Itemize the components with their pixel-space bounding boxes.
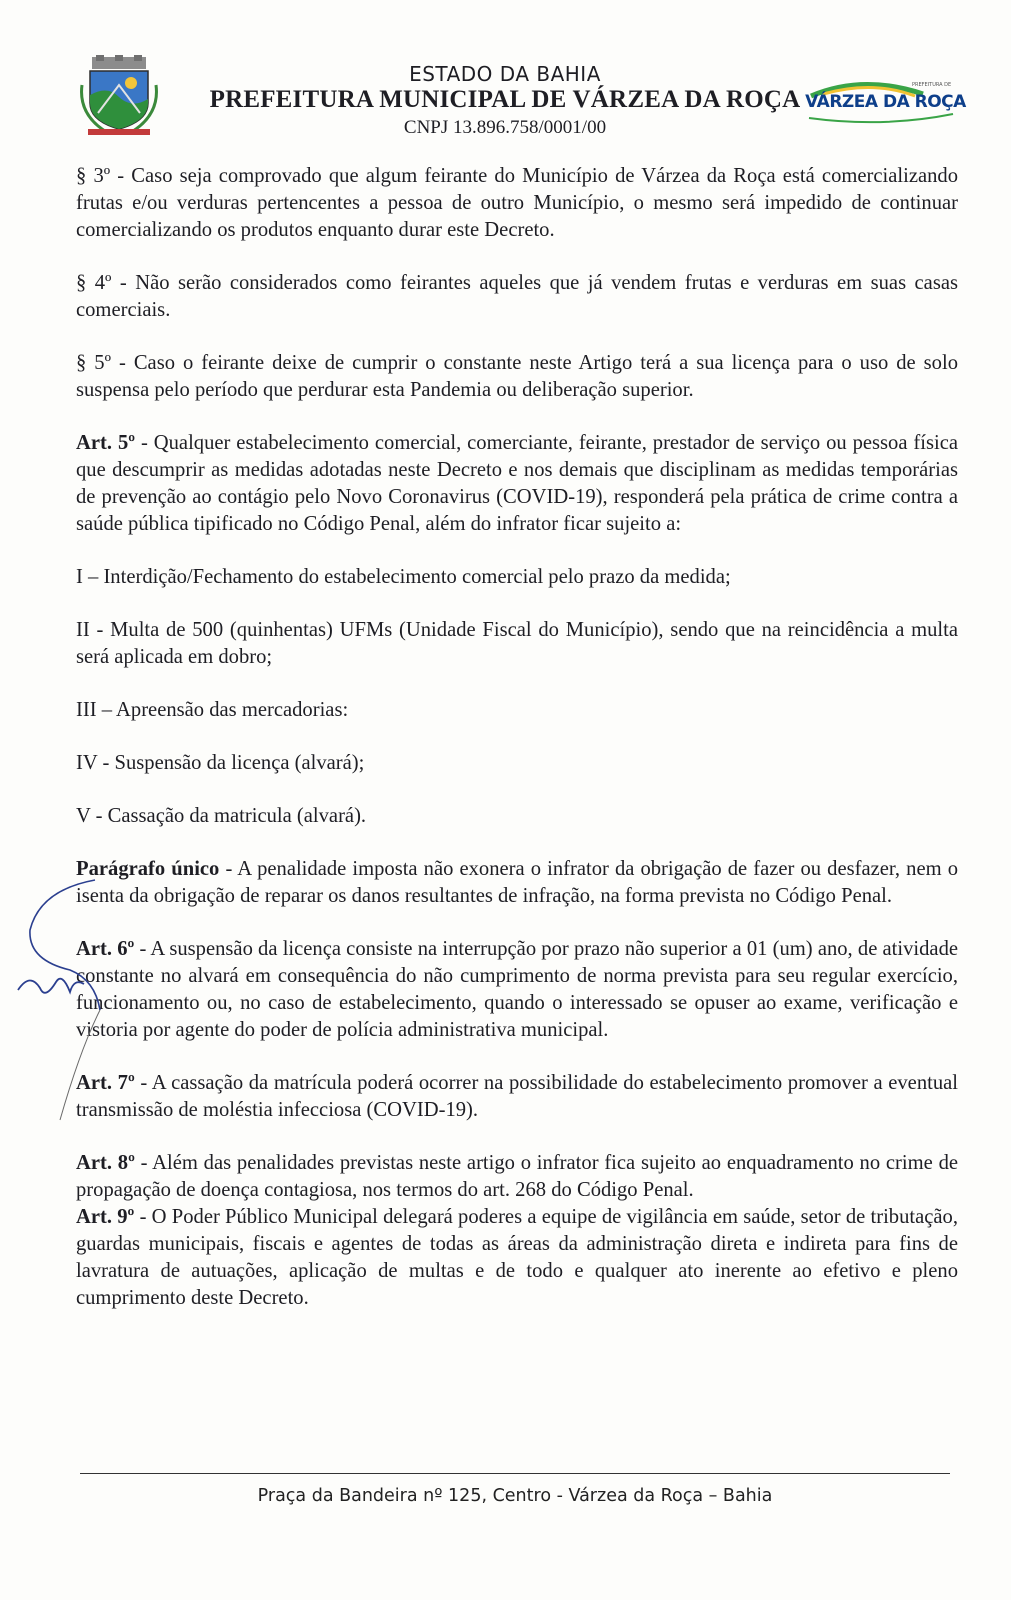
article-label: Art. 9º [76,1206,135,1228]
paragraph-label: § 4º - [76,272,127,294]
organization-name: PREFEITURA MUNICIPAL DE VÁRZEA DA ROÇA [209,86,801,113]
footer-address: Praça da Bandeira nº 125, Centro - Várzea da Roça – Bahia [257,1486,773,1506]
municipal-coat-of-arms-icon [78,55,160,137]
paragraph-3 [76,163,958,244]
item-4: IV - Suspensão da licença (alvará); [76,752,365,774]
sole-paragraph [76,856,958,910]
brand-varzea: VÁRZEA [805,92,878,112]
article-text: - A cassação da matrícula poderá ocorrer na possibilidade do estabelecimento promover a eventual transmissão de moléstia infecciosa (COVID-19). [76,1072,959,1121]
paragraph-label: § 3º - [76,165,125,187]
decree-body [76,163,958,1312]
cnpj-number: CNPJ 13.896.758/0001/00 [403,117,607,138]
paragraph-label: § 5º - [76,352,126,374]
article-text: - A penalidade imposta não exonera o infrator da obrigação de fazer ou desfazer, nem o isenta da obrigação de reparar os danos resultantes de infração, na forma prevista no Código Penal. [76,858,958,907]
article-8 [76,1150,958,1204]
item-3: III – Apreensão das mercadorias: [76,699,349,721]
brand-daroca: DA ROÇA [882,92,966,112]
article-text: - Além das penalidades previstas neste artigo o infrator fica sujeito ao enquadramento no crime de propagação de doença contagiosa, nos termos do art. 268 do Código Penal. [76,1152,959,1201]
article-9 [76,1204,958,1312]
footer-divider [80,1473,950,1474]
item-1: I – Interdição/Fechamento do estabelecimento comercial pelo prazo da medida; [76,566,731,588]
article-label: Art. 5º [76,432,136,454]
article-text: - A suspensão da licença consiste na interrupção por prazo não superior a 01 (um) ano, de atividade constante no alvará em consequência do não cumprimento de norma prevista para seu regular exercício, funcionamento ou, no caso de estabelecimento, quando o interessado se opuser ao exame, verificação e vistoria por agente do poder de polícia administrativa municipal. [76,938,959,1041]
article-text: - O Poder Público Municipal delegará poderes a equipe de vigilância em saúde, setor de tributação, guardas municipais, fiscais e agentes de todas as áreas da administração direta e indireta para fins de lavratura de autuações, aplicação de multas e de todo e qualquer ato inerente ao efetivo e pleno cumprimento deste Decreto. [76,1206,958,1309]
article-7 [76,1070,958,1124]
article-label: Art. 6º [76,938,135,960]
item-5: V - Cassação da matricula (alvará). [76,805,367,827]
paragraph-4 [76,270,958,324]
brand-top-text: PREFEITURA DE [912,82,952,88]
paragraph-text: Caso seja comprovado que algum feirante do Município de Várzea da Roça está comercializando frutas e/ou verduras pertencentes a pessoa de outro Município, o mesmo será impedido de continuar comercializando os produtos enquanto durar este Decreto. [76,165,958,241]
article-label: Art. 8º [76,1152,135,1174]
letterhead [180,62,830,140]
article-text: - Qualquer estabelecimento comercial, comerciante, feirante, prestador de serviço ou pessoa física que descumprir as medidas adotadas neste Decreto e nos demais que disciplinam as medidas temporárias de prevenção ao contágio pelo Novo Coronavirus (COVID-19), responderá pela prática de crime contra a saúde pública tipificado no Código Penal, além do infrator ficar sujeito a: [76,432,959,535]
paragraph-text: Caso o feirante deixe de cumprir o constante neste Artigo terá a sua licença para o uso de solo suspensa pelo período que perdurar esta Pandemia ou deliberação superior. [76,352,958,401]
state-name: ESTADO DA BAHIA [409,62,601,86]
article-label: Parágrafo único [76,858,220,880]
article-6 [76,936,958,1044]
paragraph-5 [76,350,958,404]
brand-wordmark [803,92,968,112]
paragraph-text: Não serão considerados como feirantes aqueles que já vendem frutas e verduras em suas casas comerciais. [76,272,958,321]
article-label: Art. 7º [76,1072,135,1094]
article-5 [76,430,958,538]
item-2: II - Multa de 500 (quinhentas) UFMs (Unidade Fiscal do Município), sendo que na reincidência a multa será aplicada em dobro; [76,619,958,668]
